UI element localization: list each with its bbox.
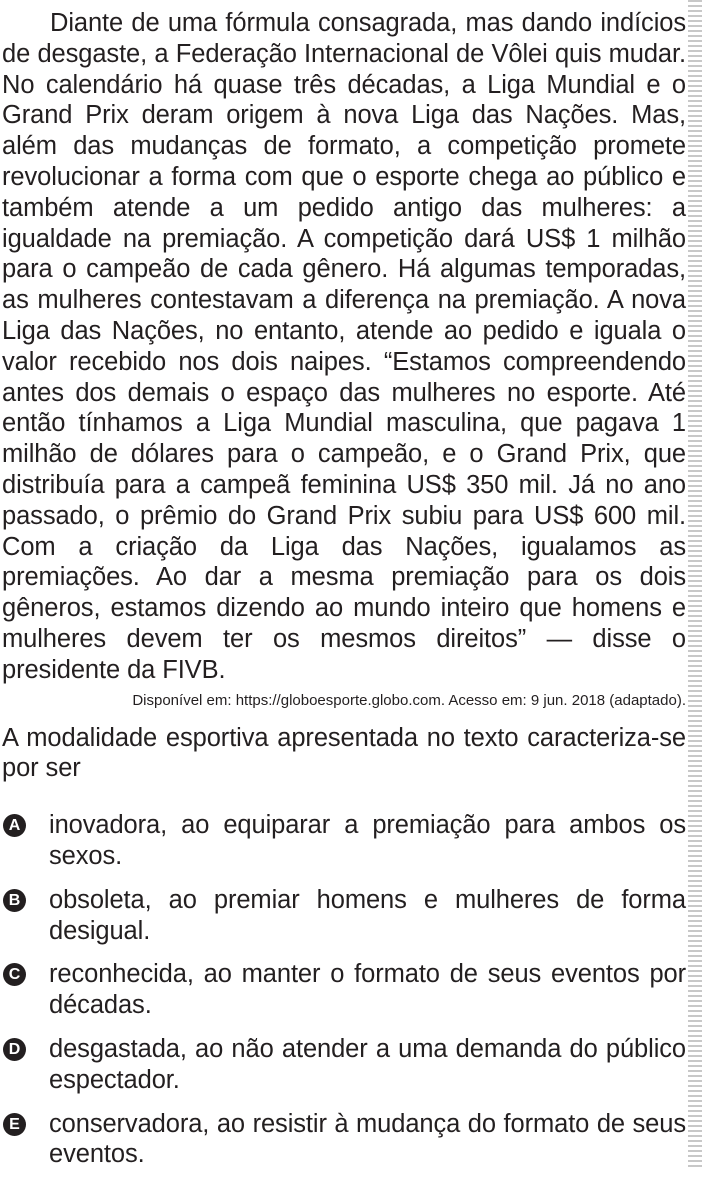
answer-options: [2, 810, 686, 1170]
option-e-text: conservadora, ao resistir à mudança do formato de seus eventos.: [49, 1109, 686, 1169]
option-d-letter-icon: D: [3, 1038, 26, 1061]
option-a-text: inovadora, ao equiparar a premiação para ambos os sexos.: [49, 811, 686, 870]
option-e-letter-icon: E: [3, 1113, 26, 1136]
passage-text: Diante de uma fórmula consagrada, mas dando indícios de desgaste, a Federação Internacional de Vôlei quis mudar. No calendário há quase três décadas, a Liga Mundial e o Grand Prix deram origem à nova Liga das Nações. Mas, além das mudanças de formato, a competição promete revolucionar a forma com que o esporte chega ao público e também atende a um pedido antigo das mulheres: a igualdade na premiação. A competição dará US$ 1 milhão para o campeão de cada gênero. Há algumas temporadas, as mulheres contestavam a diferença na premiação. A nova Liga das Nações, no entanto, atende ao pedido e iguala o valor recebido nos dois naipes. “Estamos compreendendo antes dos demais o espaço das mulheres no esporte. Até então tínhamos a Liga Mundial masculina, que pagava 1 milhão de dólares para o campeão, e o Grand Prix, que distribuía para a campeã feminina US$ 350 mil. Já no ano passado, o prêmio do Grand Prix subiu para US$ 600 mil. Com a criação da Liga das Nações, igualamos as premiações. Ao dar a mesma premiação para os dois gêneros, estamos dizendo ao mundo inteiro que homens e mulheres devem ter os mesmos direitos” — disse o presidente da FIVB.: [2, 9, 686, 684]
option-b-letter-icon: B: [3, 889, 26, 912]
option-c[interactable]: [2, 959, 686, 1021]
option-b[interactable]: [2, 885, 686, 947]
option-a[interactable]: [2, 810, 686, 872]
document-page: [2, 8, 686, 1183]
option-e[interactable]: [2, 1109, 686, 1171]
option-d-text: desgastada, ao não atender a uma demanda do público espectador.: [49, 1034, 686, 1094]
option-c-text: reconhecida, ao manter o formato de seus eventos por décadas.: [49, 960, 686, 1020]
question-stem: A modalidade esportiva apresentada no texto caracteriza-se por ser: [2, 723, 686, 783]
side-margin-watermark: [688, 0, 702, 1169]
source-citation: Disponível em: https://globoesporte.globo.com. Acesso em: 9 jun. 2018 (adaptado).: [132, 691, 686, 709]
option-c-letter-icon: C: [3, 963, 26, 986]
option-d[interactable]: [2, 1034, 686, 1096]
option-a-letter-icon: A: [3, 814, 26, 837]
option-b-text: obsoleta, ao premiar homens e mulheres de forma desigual.: [49, 885, 686, 945]
